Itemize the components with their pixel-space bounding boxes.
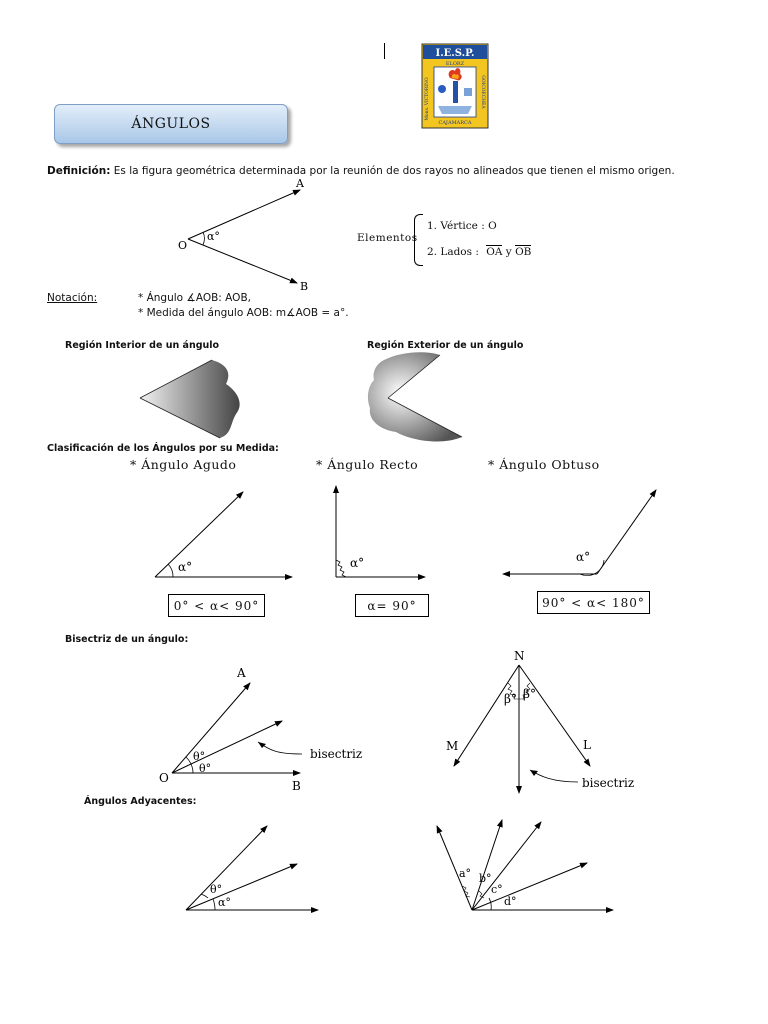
elements-label: Elementos: [357, 232, 418, 244]
label-b: B: [300, 280, 309, 293]
adjacent-right-d: d°: [504, 895, 517, 908]
bisector-beta-right: β°: [523, 687, 536, 701]
adjacent-left-ray-2: [186, 864, 297, 910]
adjacent-right-ray-2: [472, 863, 587, 910]
page-title: ÁNGULOS: [54, 104, 288, 144]
ray-oa-notation: OA: [486, 246, 503, 258]
adjacent-right-ray-4: [472, 820, 502, 910]
bisector-label-l: L: [583, 738, 591, 752]
right-title: * Ángulo Recto: [316, 457, 419, 472]
adjacent-right-c: c°: [491, 883, 503, 896]
bisector-beta-left: β°: [504, 692, 517, 706]
right-formula: α= 90°: [355, 594, 429, 617]
adjacent-left-arc-2: [201, 894, 208, 898]
label-o: O: [178, 239, 188, 252]
adjacent-left-arc-1: [213, 899, 215, 910]
logo-text-top: I.E.S.P.: [435, 48, 475, 59]
right-alpha: α°: [350, 556, 365, 570]
adjacent-right-mark-b: [479, 891, 484, 898]
bisector-label: Bisectriz de un ángulo:: [65, 634, 189, 645]
notation-label: Notación:: [47, 292, 98, 304]
notation-line-1: * Ángulo ∡AOB: AOB,: [138, 292, 251, 304]
acute-alpha: α°: [178, 560, 193, 574]
obtuse-alpha: α°: [576, 550, 591, 564]
bisector-label-o: O: [159, 771, 169, 785]
logo-text-bottom: CAJAMARCA: [438, 120, 472, 126]
adjacent-label: Ángulos Adyacentes:: [84, 796, 197, 807]
logo-text-sub: ELORZ: [445, 61, 465, 67]
obtuse-title: * Ángulo Obtuso: [488, 457, 600, 472]
elements-item-vertex: 1. Vértice : O: [427, 220, 497, 232]
label-a: A: [296, 177, 304, 190]
sides-prefix: 2. Lados :: [427, 246, 479, 258]
notation-line-2: * Medida del ángulo AOB: m∡AOB = a°.: [138, 307, 349, 319]
region-exterior-label: Región Exterior de un ángulo: [367, 340, 524, 351]
adjacent-left-theta: θ°: [210, 883, 223, 896]
adjacent-right-arc-d: [489, 898, 491, 910]
bisector-label-b: B: [292, 779, 301, 793]
adjacent-right-a: a°: [459, 867, 472, 880]
adjacent-right-b: b°: [479, 872, 492, 885]
adjacent-left-alpha: α°: [218, 896, 231, 909]
bisector-label-n: N: [514, 649, 525, 663]
bisector-theta-lower: θ°: [199, 762, 212, 775]
logo-text-right: GOICOECHEA: [480, 75, 485, 109]
acute-title: * Ángulo Agudo: [130, 457, 237, 472]
acute-formula: 0° < α< 90°: [168, 594, 265, 617]
bisector-word-right: bisectriz: [582, 776, 635, 790]
bisector-theta-upper: θ°: [193, 750, 206, 763]
bisector-word-left: bisectriz: [310, 747, 363, 761]
obtuse-formula: 90° < α< 180°: [537, 591, 650, 614]
ray-ob-notation: OB: [515, 246, 532, 258]
classification-label: Clasificación de los Ángulos por su Medida:: [47, 443, 279, 454]
region-interior-label: Región Interior de un ángulo: [65, 340, 220, 351]
definition-text: Es la figura geométrica determinada por la reunión de dos rayos no alineados que tienen el mismo origen.: [113, 165, 675, 177]
label-alpha: α°: [207, 230, 220, 243]
bisector-label-a: A: [237, 666, 246, 680]
sides-conj: y: [505, 246, 512, 258]
logo-text-left: Mons. VICTORINO: [425, 77, 430, 121]
bisector-label-m: M: [446, 739, 459, 753]
definition-label: Definición:: [47, 165, 111, 177]
